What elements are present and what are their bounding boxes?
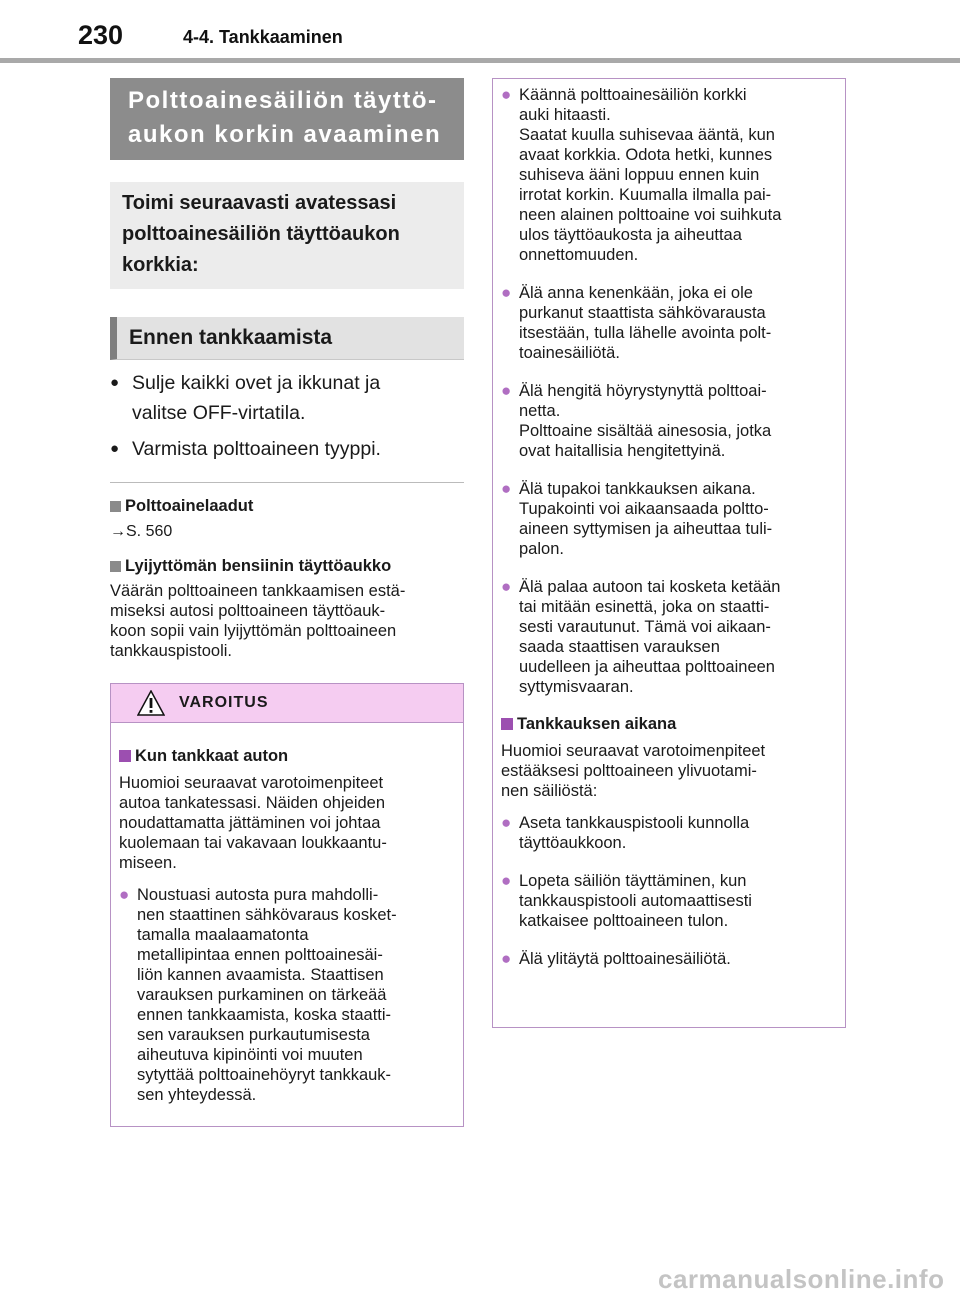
bullet-text: Älä palaa autoon tai kosketa ketään tai mitään esinettä, joka on staatti- sesti varautunut. Tämä voi aikaan- saada staattisen varauksen uudelleen ja aiheuttaa polttoaineen syttymisvaaran.	[519, 578, 781, 696]
list-item	[501, 949, 837, 969]
bullet-dot-icon: ●	[501, 577, 512, 596]
bullet-text: Aseta tankkauspistooli kunnolla täyttöaukkoon.	[519, 814, 750, 852]
sub-heading-fuel-grades	[110, 495, 464, 517]
warning-triangle-icon	[137, 690, 165, 716]
warning-header	[111, 684, 463, 723]
arrow-right-icon: →	[110, 523, 126, 540]
bullet-text: Noustuasi autosta pura mahdolli- nen staattinen sähkövaraus kosket- tamalla maalaamatonta metallipintaa ennen polttoainesäi- liön kannen avaamista. Staattisen varauksen purkaminen on tärkeää ennen tankkaamista, koska staatti- sen varauksen purkautumisesta aiheutuva kipinöinti voi muuten sytyttää polttoainehöyryt tankkauk- sen yhteydessä.	[137, 886, 397, 1104]
sub-heading-text: Tankkauksen aikana	[517, 715, 677, 733]
bullet-text: Älä anna kenenkään, joka ei ole purkanut staattista sähkövarausta itsestään, tulla lähelle avointa polt- toainesäiliötä.	[519, 284, 772, 362]
warning-box	[110, 683, 464, 1127]
square-bullet-icon	[119, 750, 131, 762]
bullet-dot-icon: ●	[501, 949, 512, 968]
bullet-dot-icon: ●	[501, 381, 512, 400]
square-bullet-icon	[110, 501, 121, 512]
bullet-dot-icon: ●	[110, 440, 120, 457]
bullet-text: Lopeta säiliön täyttäminen, kun tankkauspistooli automaattisesti katkaisee polttoaineen tulon.	[519, 872, 752, 930]
list-item	[110, 368, 464, 428]
sub-heading-text: Lyijyttömän bensiinin täyttöaukko	[125, 557, 392, 575]
section-title: Polttoainesäiliön täyttö- aukon korkin avaaminen	[110, 78, 464, 160]
sub-heading-text: Polttoainelaadut	[125, 497, 254, 515]
bullet-list	[110, 368, 464, 464]
sub-heading-text: Kun tankkaat auton	[135, 747, 289, 765]
bullet-dot-icon: ●	[501, 283, 512, 302]
intro-box: Toimi seuraavasti avatessasi polttoainesäiliön täyttöaukon korkkia:	[110, 182, 464, 289]
section-heading: Ennen tankkaamista	[110, 317, 464, 360]
body-paragraph: Väärän polttoaineen tankkaamisen estä- miseksi autosi polttoaineen täyttöauk- koon sopii vain lyijyttömän polttoaineen tankkauspistooli.	[110, 582, 406, 660]
warning-title: VAROITUS	[179, 694, 269, 711]
list-item	[501, 479, 837, 559]
left-column	[110, 78, 464, 661]
square-bullet-icon	[501, 718, 513, 730]
bullet-dot-icon: ●	[501, 85, 512, 104]
refuelling-intro: Huomioi seuraavat varotoimenpiteet estääksesi polttoaineen ylivuotami- nen säiliöstä:	[501, 742, 766, 800]
warning-sub-heading	[119, 745, 455, 767]
refuelling-sub-heading	[501, 713, 837, 735]
bullet-dot-icon: ●	[501, 479, 512, 498]
bullet-dot-icon: ●	[110, 374, 120, 391]
list-item	[501, 577, 837, 697]
bullet-text: Älä tupakoi tankkauksen aikana. Tupakointi voi aikaansaada poltto- aineen syttymisen ja aiheuttaa tuli- palon.	[519, 480, 773, 558]
bullet-text: Sulje kaikki ovet ja ikkunat ja valitse OFF-virtatila.	[132, 372, 381, 424]
list-item	[501, 85, 837, 265]
square-bullet-icon	[110, 561, 121, 572]
bullet-text: Käännä polttoainesäiliön korkki auki hitaasti. Saatat kuulla suhisevaa ääntä, kun avaat korkkia. Odota hetki, kunnes suhiseva ääni loppuu ennen kuin irrotat korkin. Kuumalla ilmalla pai- neen alainen polttoaine voi suihkuta ulos täyttöaukosta ja aiheuttaa onnettomuuden.	[519, 86, 782, 264]
bullet-dot-icon: ●	[501, 871, 512, 890]
sub-heading-unleaded	[110, 555, 464, 577]
chapter-title: 4-4. Tankkaaminen	[183, 27, 343, 47]
bullet-text: Älä hengitä höyrystynyttä polttoai- netta. Polttoaine sisältää ainesosia, jotka ovat haitallisia hengitettyinä.	[519, 382, 772, 460]
bullet-dot-icon: ●	[119, 885, 130, 904]
page-reference[interactable]	[110, 521, 464, 543]
bullet-text: Älä ylitäytä polttoainesäiliötä.	[519, 950, 731, 968]
list-item	[119, 885, 455, 1105]
list-item	[501, 871, 837, 931]
list-item	[501, 813, 837, 853]
bullet-text: Varmista polttoaineen tyyppi.	[132, 438, 381, 460]
page-number: 230	[78, 20, 124, 50]
list-item	[501, 381, 837, 461]
warning-continued-box	[492, 78, 846, 1028]
warning-intro: Huomioi seuraavat varotoimenpiteet autoa tankatessasi. Näiden ohjeiden noudattamatta jättäminen voi johtaa kuolemaan tai vakavaan loukkaantu- miseen.	[119, 774, 387, 872]
divider	[110, 482, 464, 483]
bullet-dot-icon: ●	[501, 813, 512, 832]
list-item	[110, 434, 464, 464]
page-reference-text: S. 560	[126, 523, 173, 540]
list-item	[501, 283, 837, 363]
warning-body	[111, 723, 463, 1105]
header-rule	[0, 58, 960, 63]
site-watermark: carmanualsonline.info	[658, 1264, 945, 1294]
